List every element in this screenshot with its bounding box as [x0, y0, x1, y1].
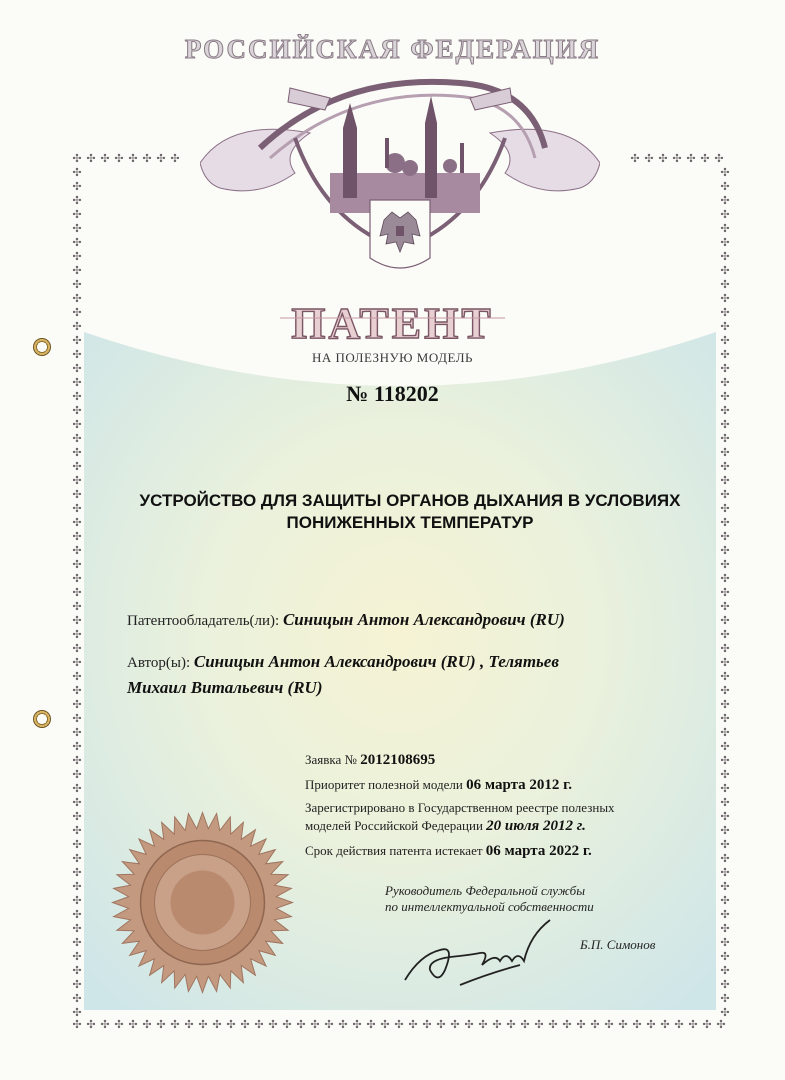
border-ornament-icon: ✣	[86, 152, 96, 165]
border-ornament-icon: ✣	[520, 1018, 530, 1031]
border-ornament-icon: ✣	[720, 908, 730, 921]
border-ornament-icon: ✣	[72, 796, 82, 809]
border-ornament-icon: ✣	[720, 782, 730, 795]
border-ornament-icon: ✣	[142, 1018, 152, 1031]
border-ornament-icon: ✣	[700, 152, 710, 165]
grommet-icon	[33, 338, 51, 356]
border-ornament-icon: ✣	[720, 656, 730, 669]
border-ornament-icon: ✣	[720, 572, 730, 585]
border-ornament-icon: ✣	[720, 390, 730, 403]
border-ornament-icon: ✣	[660, 1018, 670, 1031]
border-ornament-icon: ✣	[72, 390, 82, 403]
gold-seal-icon	[110, 810, 295, 995]
border-ornament-icon: ✣	[72, 404, 82, 417]
holder-label: Патентообладатель(ли):	[127, 613, 280, 629]
border-ornament-icon: ✣	[720, 334, 730, 347]
patent-number: № 118202	[346, 381, 439, 406]
border-ornament-icon: ✣	[72, 418, 82, 431]
border-ornament-icon: ✣	[72, 754, 82, 767]
border-ornament-icon: ✣	[720, 250, 730, 263]
border-ornament-icon: ✣	[720, 320, 730, 333]
border-ornament-icon: ✣	[100, 1018, 110, 1031]
border-ornament-icon: ✣	[114, 1018, 124, 1031]
border-ornament-icon: ✣	[86, 1018, 96, 1031]
signatory-title	[385, 883, 594, 915]
border-ornament-icon: ✣	[450, 1018, 460, 1031]
border-ornament-icon: ✣	[72, 852, 82, 865]
border-ornament-icon: ✣	[184, 1018, 194, 1031]
border-ornament-icon: ✣	[506, 1018, 516, 1031]
border-ornament-icon: ✣	[226, 1018, 236, 1031]
border-ornament-icon: ✣	[630, 152, 640, 165]
border-ornament-icon: ✣	[352, 1018, 362, 1031]
border-ornament-icon: ✣	[72, 964, 82, 977]
border-ornament-icon: ✣	[72, 558, 82, 571]
invention-title: УСТРОЙСТВО ДЛЯ ЗАЩИТЫ ОРГАНОВ ДЫХАНИЯ В УСЛОВИЯХ ПОНИЖЕННЫХ ТЕМПЕРАТУР	[139, 491, 681, 532]
border-ornament-icon: ✣	[72, 474, 82, 487]
border-ornament-icon: ✣	[72, 950, 82, 963]
border-ornament-icon: ✣	[72, 782, 82, 795]
border-ornament-icon: ✣	[72, 446, 82, 459]
border-ornament-icon: ✣	[720, 166, 730, 179]
border-ornament-icon: ✣	[72, 600, 82, 613]
border-ornament-icon: ✣	[720, 348, 730, 361]
border-ornament-icon: ✣	[720, 418, 730, 431]
border-ornament-icon: ✣	[114, 152, 124, 165]
border-ornament-icon: ✣	[72, 152, 82, 165]
border-ornament-icon: ✣	[296, 1018, 306, 1031]
border-ornament-icon: ✣	[170, 152, 180, 165]
border-ornament-icon: ✣	[72, 376, 82, 389]
border-ornament-icon: ✣	[720, 208, 730, 221]
document-subtype: НА ПОЛЕЗНУЮ МОДЕЛЬ	[311, 350, 473, 365]
border-ornament-icon: ✣	[720, 600, 730, 613]
border-ornament-icon: ✣	[72, 656, 82, 669]
border-ornament-icon: ✣	[72, 978, 82, 991]
border-ornament-icon: ✣	[156, 1018, 166, 1031]
border-top-left	[70, 152, 182, 166]
border-ornament-icon: ✣	[268, 1018, 278, 1031]
border-ornament-icon: ✣	[720, 474, 730, 487]
border-ornament-icon: ✣	[590, 1018, 600, 1031]
border-ornament-icon: ✣	[720, 964, 730, 977]
border-ornament-icon: ✣	[72, 586, 82, 599]
border-ornament-icon: ✣	[72, 236, 82, 249]
border-ornament-icon: ✣	[408, 1018, 418, 1031]
border-ornament-icon: ✣	[478, 1018, 488, 1031]
signatory-title-1: Руководитель Федеральной службы	[385, 883, 586, 898]
border-ornament-icon: ✣	[72, 166, 82, 179]
border-ornament-icon: ✣	[720, 978, 730, 991]
border-ornament-icon: ✣	[720, 628, 730, 641]
border-top-right	[628, 152, 726, 166]
border-ornament-icon: ✣	[720, 404, 730, 417]
border-ornament-icon: ✣	[720, 740, 730, 753]
registered-label-2: моделей Российской Федерации	[305, 818, 483, 833]
border-ornament-icon: ✣	[240, 1018, 250, 1031]
holder-line	[127, 610, 565, 630]
border-ornament-icon: ✣	[212, 1018, 222, 1031]
border-ornament-icon: ✣	[720, 922, 730, 935]
border-ornament-icon: ✣	[644, 152, 654, 165]
border-ornament-icon: ✣	[72, 278, 82, 291]
border-ornament-icon: ✣	[720, 698, 730, 711]
border-ornament-icon: ✣	[72, 684, 82, 697]
priority-line	[305, 777, 572, 794]
border-ornament-icon: ✣	[100, 152, 110, 165]
holder-value: Синицын Антон Александрович (RU)	[282, 610, 565, 629]
border-ornament-icon: ✣	[72, 208, 82, 221]
priority-label: Приоритет полезной модели	[305, 777, 463, 792]
border-ornament-icon: ✣	[534, 1018, 544, 1031]
border-ornament-icon: ✣	[142, 152, 152, 165]
border-ornament-icon: ✣	[72, 432, 82, 445]
grommet-icon	[33, 710, 51, 728]
border-ornament-icon: ✣	[720, 894, 730, 907]
border-ornament-icon: ✣	[310, 1018, 320, 1031]
border-ornament-icon: ✣	[632, 1018, 642, 1031]
border-ornament-icon: ✣	[72, 516, 82, 529]
border-ornament-icon: ✣	[702, 1018, 712, 1031]
authors-line	[127, 652, 559, 672]
signatory-title-2: по интеллектуальной собственности	[385, 899, 594, 914]
border-ornament-icon: ✣	[720, 810, 730, 823]
border-ornament-icon: ✣	[72, 320, 82, 333]
border-ornament-icon: ✣	[720, 712, 730, 725]
border-ornament-icon: ✣	[604, 1018, 614, 1031]
border-ornament-icon: ✣	[646, 1018, 656, 1031]
border-ornament-icon: ✣	[720, 1006, 730, 1019]
country-header: РОССИЙСКАЯ ФЕДЕРАЦИЯ	[184, 34, 601, 64]
expiry-value: 06 марта 2022 г.	[485, 843, 592, 859]
border-ornament-icon: ✣	[72, 180, 82, 193]
border-ornament-icon: ✣	[720, 222, 730, 235]
border-ornament-icon: ✣	[72, 460, 82, 473]
border-ornament-icon: ✣	[720, 544, 730, 557]
border-ornament-icon: ✣	[422, 1018, 432, 1031]
title-ornament	[280, 312, 505, 324]
border-ornament-icon: ✣	[72, 362, 82, 375]
border-ornament-icon: ✣	[72, 544, 82, 557]
border-ornament-icon: ✣	[72, 1018, 82, 1031]
border-ornament-icon: ✣	[720, 362, 730, 375]
border-ornament-icon: ✣	[720, 586, 730, 599]
application-label: Заявка №	[305, 752, 357, 767]
border-ornament-icon: ✣	[72, 698, 82, 711]
border-ornament-icon: ✣	[720, 936, 730, 949]
border-ornament-icon: ✣	[720, 530, 730, 543]
border-ornament-icon: ✣	[716, 1018, 726, 1031]
border-ornament-icon: ✣	[72, 838, 82, 851]
border-ornament-icon: ✣	[338, 1018, 348, 1031]
border-ornament-icon: ✣	[72, 922, 82, 935]
border-bottom	[70, 1018, 728, 1032]
priority-value: 06 марта 2012 г.	[466, 777, 573, 793]
registered-value: 20 июля 2012 г.	[486, 818, 586, 834]
border-ornament-icon: ✣	[72, 712, 82, 725]
border-ornament-icon: ✣	[672, 152, 682, 165]
border-ornament-icon: ✣	[72, 936, 82, 949]
border-ornament-icon: ✣	[72, 572, 82, 585]
border-ornament-icon: ✣	[562, 1018, 572, 1031]
application-value: 2012108695	[360, 752, 436, 768]
border-ornament-icon: ✣	[720, 432, 730, 445]
signatory-name: Б.П. Симонов	[580, 937, 656, 952]
border-ornament-icon: ✣	[720, 460, 730, 473]
border-ornament-icon: ✣	[720, 670, 730, 683]
authors-value-1: Синицын Антон Александрович (RU) , Телятьев	[193, 652, 559, 671]
border-ornament-icon: ✣	[170, 1018, 180, 1031]
border-ornament-icon: ✣	[72, 810, 82, 823]
border-ornament-icon: ✣	[72, 866, 82, 879]
signature-icon	[400, 915, 560, 995]
border-left	[70, 166, 84, 1020]
border-ornament-icon: ✣	[720, 278, 730, 291]
border-ornament-icon: ✣	[720, 614, 730, 627]
border-ornament-icon: ✣	[720, 488, 730, 501]
border-ornament-icon: ✣	[720, 754, 730, 767]
border-ornament-icon: ✣	[380, 1018, 390, 1031]
border-ornament-icon: ✣	[720, 796, 730, 809]
border-ornament-icon: ✣	[72, 194, 82, 207]
expiry-line	[305, 843, 592, 860]
border-ornament-icon: ✣	[720, 194, 730, 207]
border-ornament-icon: ✣	[72, 530, 82, 543]
border-ornament-icon: ✣	[72, 334, 82, 347]
border-ornament-icon: ✣	[720, 838, 730, 851]
border-ornament-icon: ✣	[324, 1018, 334, 1031]
border-ornament-icon: ✣	[72, 740, 82, 753]
border-ornament-icon: ✣	[720, 992, 730, 1005]
border-ornament-icon: ✣	[72, 502, 82, 515]
border-ornament-icon: ✣	[492, 1018, 502, 1031]
border-ornament-icon: ✣	[720, 684, 730, 697]
border-ornament-icon: ✣	[686, 152, 696, 165]
border-ornament-icon: ✣	[714, 152, 724, 165]
double-headed-eagle-icon	[378, 208, 422, 260]
border-right	[718, 166, 732, 1020]
border-ornament-icon: ✣	[720, 726, 730, 739]
border-ornament-icon: ✣	[366, 1018, 376, 1031]
border-ornament-icon: ✣	[720, 236, 730, 249]
border-ornament-icon: ✣	[72, 348, 82, 361]
border-ornament-icon: ✣	[156, 152, 166, 165]
registered-line-1	[305, 800, 615, 816]
border-ornament-icon: ✣	[720, 880, 730, 893]
border-ornament-icon: ✣	[72, 768, 82, 781]
authors-label: Автор(ы):	[127, 655, 191, 671]
registered-line-2	[305, 818, 586, 835]
border-ornament-icon: ✣	[72, 222, 82, 235]
border-ornament-icon: ✣	[72, 908, 82, 921]
border-ornament-icon: ✣	[720, 502, 730, 515]
authors-line-2	[127, 678, 323, 698]
border-ornament-icon: ✣	[72, 726, 82, 739]
border-ornament-icon: ✣	[394, 1018, 404, 1031]
border-ornament-icon: ✣	[128, 1018, 138, 1031]
border-ornament-icon: ✣	[720, 824, 730, 837]
border-ornament-icon: ✣	[72, 642, 82, 655]
border-ornament-icon: ✣	[72, 1006, 82, 1019]
border-ornament-icon: ✣	[72, 880, 82, 893]
border-ornament-icon: ✣	[282, 1018, 292, 1031]
border-ornament-icon: ✣	[720, 306, 730, 319]
border-ornament-icon: ✣	[72, 488, 82, 501]
border-ornament-icon: ✣	[720, 376, 730, 389]
border-ornament-icon: ✣	[674, 1018, 684, 1031]
border-ornament-icon: ✣	[72, 306, 82, 319]
border-ornament-icon: ✣	[72, 894, 82, 907]
border-ornament-icon: ✣	[720, 516, 730, 529]
border-ornament-icon: ✣	[72, 264, 82, 277]
border-ornament-icon: ✣	[72, 292, 82, 305]
authors-value-2: Михаил Витальевич (RU)	[127, 678, 323, 697]
document-type: ПАТЕНТ	[291, 299, 494, 348]
border-ornament-icon: ✣	[72, 670, 82, 683]
border-ornament-icon: ✣	[720, 558, 730, 571]
border-ornament-icon: ✣	[548, 1018, 558, 1031]
border-ornament-icon: ✣	[688, 1018, 698, 1031]
border-ornament-icon: ✣	[128, 152, 138, 165]
border-ornament-icon: ✣	[576, 1018, 586, 1031]
border-ornament-icon: ✣	[72, 628, 82, 641]
border-ornament-icon: ✣	[436, 1018, 446, 1031]
border-ornament-icon: ✣	[198, 1018, 208, 1031]
registered-label-1: Зарегистрировано в Государственном реестре полезных	[305, 800, 615, 815]
border-ornament-icon: ✣	[720, 180, 730, 193]
border-ornament-icon: ✣	[720, 950, 730, 963]
border-ornament-icon: ✣	[658, 152, 668, 165]
border-ornament-icon: ✣	[720, 768, 730, 781]
border-ornament-icon: ✣	[72, 992, 82, 1005]
border-ornament-icon: ✣	[720, 642, 730, 655]
border-ornament-icon: ✣	[72, 614, 82, 627]
application-line	[305, 752, 435, 769]
border-ornament-icon: ✣	[464, 1018, 474, 1031]
border-ornament-icon: ✣	[720, 446, 730, 459]
border-ornament-icon: ✣	[720, 292, 730, 305]
border-ornament-icon: ✣	[72, 250, 82, 263]
border-ornament-icon: ✣	[254, 1018, 264, 1031]
border-ornament-icon: ✣	[720, 264, 730, 277]
border-ornament-icon: ✣	[618, 1018, 628, 1031]
border-ornament-icon: ✣	[720, 866, 730, 879]
border-ornament-icon: ✣	[72, 824, 82, 837]
border-ornament-icon: ✣	[720, 852, 730, 865]
expiry-label: Срок действия патента истекает	[305, 843, 483, 858]
